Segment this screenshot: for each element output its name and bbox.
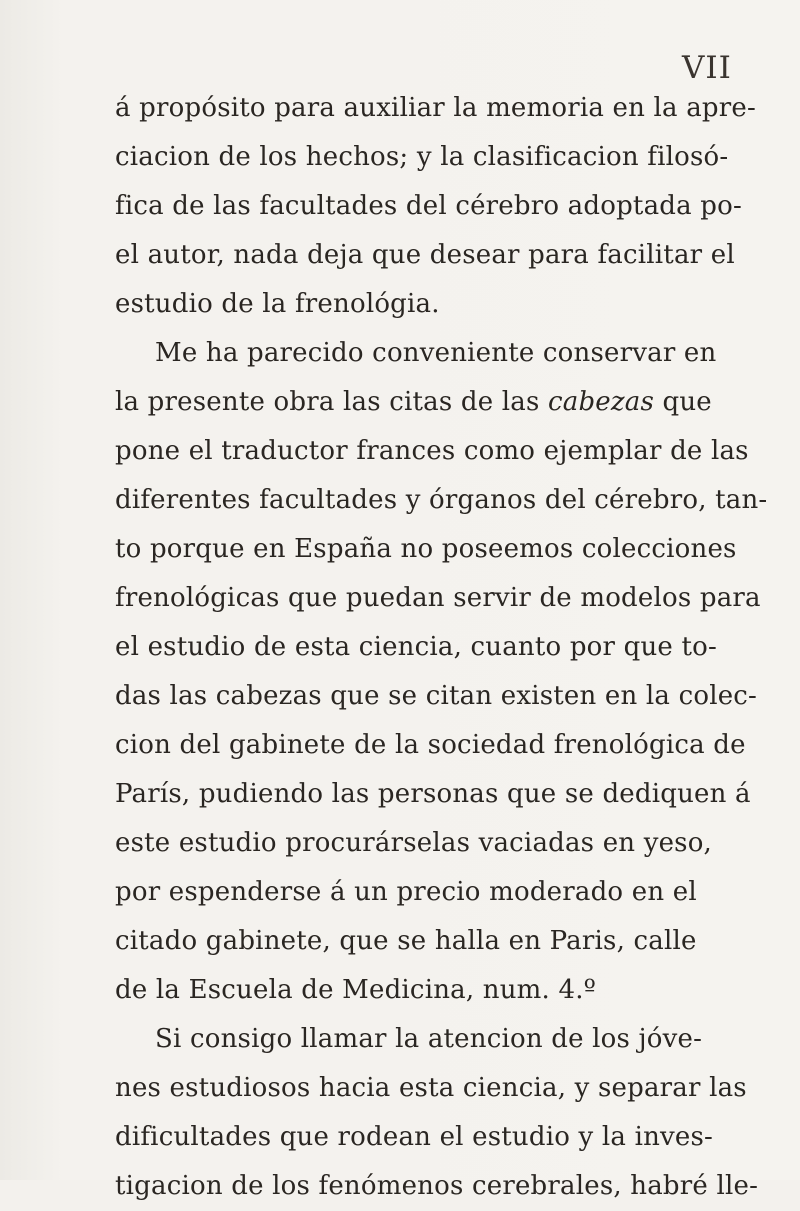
- text-line: por espenderse á un precio moderado en el: [115, 877, 697, 907]
- text-line: París, pudiendo las personas que se dediquen á: [115, 779, 751, 809]
- page-number: VII: [682, 50, 732, 86]
- text-line: citado gabinete, que se halla en Paris, calle: [115, 926, 697, 956]
- text-line: nes estudiosos hacia esta ciencia, y separar las: [115, 1073, 747, 1103]
- text-line-with-italic: [115, 378, 712, 427]
- text-line: el autor, nada deja que desear para facilitar el: [115, 240, 735, 270]
- text-line: to porque en España no poseemos colecciones: [115, 534, 737, 564]
- text-line: cion del gabinete de la sociedad frenológica de: [115, 730, 746, 760]
- text-line: frenológicas que puedan servir de modelos para: [115, 583, 761, 613]
- text-line: ciacion de los hechos; y la clasificacion filosó-: [115, 142, 729, 172]
- text-line: dificultades que rodean el estudio y la inves-: [115, 1122, 714, 1152]
- text-segment: la presente obra las citas de las: [115, 387, 548, 417]
- text-line: á propósito para auxiliar la memoria en la apre-: [115, 93, 756, 123]
- text-line: pone el traductor frances como ejemplar de las: [115, 436, 749, 466]
- text-line: fica de las facultades del cérebro adoptada po-: [115, 191, 742, 221]
- text-line: diferentes facultades y órganos del cérebro, tan-: [115, 485, 768, 515]
- text-line: de la Escuela de Medicina, num. 4.º: [115, 975, 597, 1005]
- text-line: el estudio de esta ciencia, cuanto por que to-: [115, 632, 717, 662]
- text-line: estudio de la frenológia.: [115, 289, 440, 319]
- text-line: Si consigo llamar la atencion de los jóve-: [155, 1024, 703, 1054]
- text-line: tigacion de los fenómenos cerebrales, habré lle-: [115, 1171, 759, 1201]
- text-line: Me ha parecido conveniente conservar en: [155, 338, 717, 368]
- text-line: das las cabezas que se citan existen en la colec-: [115, 681, 758, 711]
- italic-word: cabezas: [547, 387, 655, 417]
- text-segment: que: [654, 387, 712, 417]
- text-line: este estudio procurárselas vaciadas en yeso,: [115, 828, 713, 858]
- body-text: [115, 84, 768, 1211]
